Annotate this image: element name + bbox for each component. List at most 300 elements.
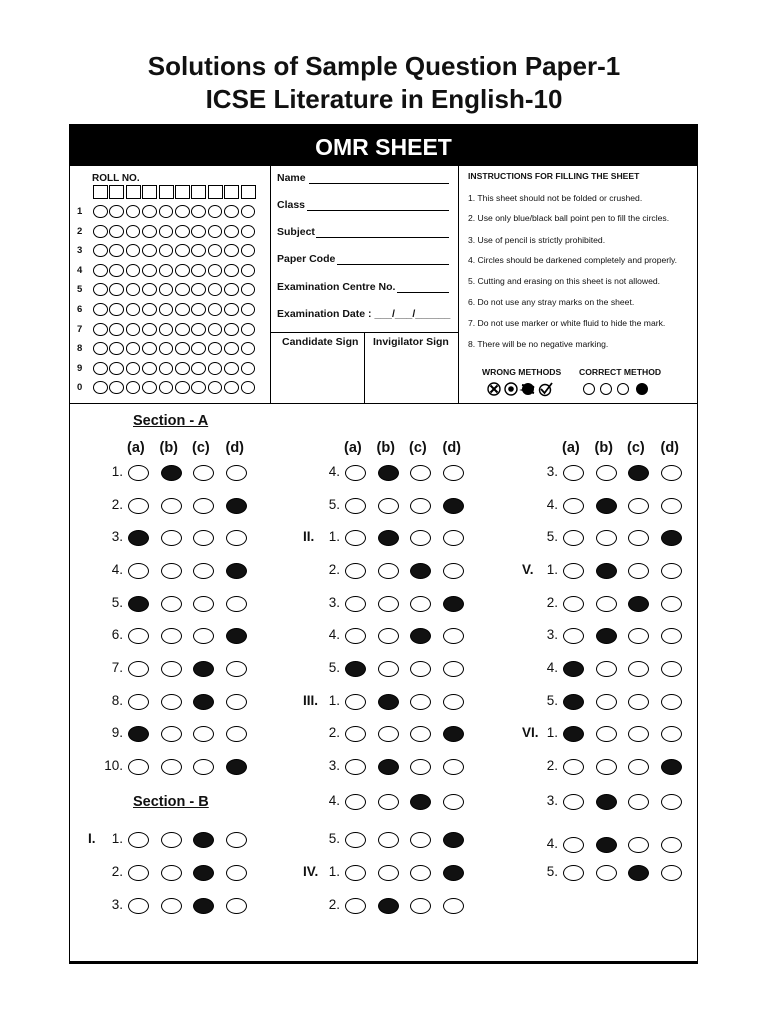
roll-bubble xyxy=(159,303,174,316)
roll-bubble xyxy=(175,362,190,375)
roll-bubble xyxy=(191,264,206,277)
roll-row-digit: 5 xyxy=(77,284,83,296)
answer-bubble xyxy=(443,898,464,914)
answer-bubble xyxy=(226,694,247,710)
answer-bubble xyxy=(193,628,214,644)
roll-bubble xyxy=(126,225,141,238)
roll-digit-box xyxy=(142,185,157,199)
answer-bubble xyxy=(193,596,214,612)
answer-bubble xyxy=(628,726,649,742)
answer-bubble xyxy=(128,661,149,677)
answer-bubble xyxy=(596,726,617,742)
answer-bubble-filled xyxy=(128,530,149,546)
question-number: 3. xyxy=(111,529,123,544)
answer-bubble xyxy=(193,759,214,775)
tick-mark-icon xyxy=(540,383,553,396)
question-number: 5. xyxy=(111,595,123,610)
question-number: 6. xyxy=(111,627,123,642)
answer-bubble xyxy=(661,596,682,612)
answer-bubble-filled xyxy=(443,726,464,742)
answer-bubble-filled xyxy=(563,726,584,742)
roll-bubble xyxy=(142,244,157,257)
cross-mark-icon xyxy=(488,383,500,395)
answer-bubble-filled xyxy=(596,628,617,644)
answer-bubble xyxy=(345,832,366,848)
question-number: 9. xyxy=(111,725,123,740)
question-number: 1. xyxy=(546,562,558,577)
answer-bubble-filled xyxy=(563,661,584,677)
question-number: 2. xyxy=(328,562,340,577)
roll-bubble xyxy=(191,342,206,355)
instruction-item: 3. Use of pencil is strictly prohibited. xyxy=(468,235,606,245)
roll-digit-box xyxy=(109,185,124,199)
answer-bubble xyxy=(443,694,464,710)
answer-bubble-filled xyxy=(628,865,649,881)
roll-bubble xyxy=(241,264,256,277)
section-a-title: Section - A xyxy=(133,413,209,429)
roll-row-digit: 7 xyxy=(77,323,83,335)
answer-bubble-filled xyxy=(378,465,399,481)
answer-bubble xyxy=(161,498,182,514)
part-label: I. xyxy=(88,831,96,846)
answer-bubble xyxy=(563,794,584,810)
answer-bubble-filled xyxy=(378,898,399,914)
roll-bubble xyxy=(109,362,124,375)
field-underline xyxy=(307,210,449,211)
roll-bubble xyxy=(159,225,174,238)
instruction-item: 5. Cutting and erasing on this sheet is not allowed. xyxy=(468,276,661,286)
divider xyxy=(270,332,458,333)
option-header-c: (c) xyxy=(627,440,645,456)
correct-example-bubble xyxy=(617,383,629,395)
roll-bubble xyxy=(175,225,190,238)
option-header-d: (d) xyxy=(660,440,680,456)
roll-bubble xyxy=(109,225,124,238)
roll-bubble xyxy=(159,205,174,218)
roll-bubble xyxy=(208,225,223,238)
answer-bubble xyxy=(161,530,182,546)
answer-bubble-filled xyxy=(128,596,149,612)
answer-bubble xyxy=(345,563,366,579)
answer-bubble xyxy=(410,694,431,710)
answer-bubble xyxy=(443,530,464,546)
answer-bubble xyxy=(628,694,649,710)
roll-bubble xyxy=(191,244,206,257)
roll-bubble xyxy=(109,342,124,355)
part-label: IV. xyxy=(303,864,319,879)
answer-bubble-filled xyxy=(345,661,366,677)
answer-bubble xyxy=(345,726,366,742)
answer-bubble xyxy=(410,759,431,775)
roll-row-digit: 4 xyxy=(77,264,83,276)
wrong-methods-label: WRONG METHODS xyxy=(482,367,562,377)
question-number: 3. xyxy=(546,627,558,642)
answer-bubble xyxy=(661,661,682,677)
roll-bubble xyxy=(109,244,124,257)
divider xyxy=(69,403,698,404)
question-number: 5. xyxy=(328,497,340,512)
question-number: 5. xyxy=(546,693,558,708)
answer-bubble xyxy=(378,661,399,677)
answer-bubble xyxy=(345,628,366,644)
part-label: III. xyxy=(303,693,319,708)
answer-bubble-filled xyxy=(410,794,431,810)
answer-bubble-filled xyxy=(193,832,214,848)
roll-bubble xyxy=(109,303,124,316)
answer-bubble-filled xyxy=(226,759,247,775)
question-number: 3. xyxy=(546,464,558,479)
instruction-item: 7. Do not use marker or white fluid to hide the mark. xyxy=(468,318,666,328)
roll-bubble xyxy=(241,303,256,316)
page-title-line2: ICSE Literature in English-10 xyxy=(205,84,563,114)
answer-bubble-filled xyxy=(596,794,617,810)
option-header-a: (a) xyxy=(562,440,580,456)
answer-bubble xyxy=(596,465,617,481)
answer-bubble xyxy=(563,628,584,644)
section-b-title: Section - B xyxy=(133,794,209,810)
answer-bubble-filled xyxy=(596,498,617,514)
answer-bubble xyxy=(410,530,431,546)
option-header-c: (c) xyxy=(409,440,427,456)
question-number: 4. xyxy=(111,562,123,577)
field-underline xyxy=(309,183,449,184)
answer-bubble xyxy=(628,759,649,775)
answer-bubble-filled xyxy=(443,832,464,848)
answer-bubble xyxy=(128,694,149,710)
roll-row-digit: 8 xyxy=(77,343,83,355)
answer-bubble xyxy=(443,794,464,810)
answer-bubble xyxy=(161,661,182,677)
field-label: Examination Date : ___/___/______ xyxy=(277,308,451,320)
answer-bubble xyxy=(193,726,214,742)
option-header-c: (c) xyxy=(192,440,210,456)
roll-bubble xyxy=(126,362,141,375)
answer-bubble xyxy=(661,694,682,710)
question-number: 7. xyxy=(111,660,123,675)
roll-digit-box xyxy=(126,185,141,199)
correct-example-filled-bubble xyxy=(636,383,648,395)
answer-bubble xyxy=(378,726,399,742)
question-number: 10. xyxy=(104,758,123,773)
roll-bubble xyxy=(142,303,157,316)
roll-digit-box xyxy=(175,185,190,199)
part-label: VI. xyxy=(522,725,539,740)
roll-row-digit: 3 xyxy=(77,245,83,257)
question-number: 3. xyxy=(111,897,123,912)
answer-bubble xyxy=(410,865,431,881)
roll-bubble xyxy=(175,303,190,316)
answer-bubble xyxy=(563,530,584,546)
answer-bubble xyxy=(161,832,182,848)
roll-bubble xyxy=(224,323,239,336)
answer-bubble xyxy=(661,794,682,810)
roll-bubble xyxy=(224,303,239,316)
answer-bubble xyxy=(563,865,584,881)
answer-bubble xyxy=(161,694,182,710)
question-number: 4. xyxy=(546,660,558,675)
wrong-method-examples xyxy=(486,381,558,397)
answer-bubble xyxy=(563,596,584,612)
option-header-d: (d) xyxy=(225,440,245,456)
roll-no-label: ROLL NO. xyxy=(92,173,140,184)
answer-bubble xyxy=(161,628,182,644)
answer-bubble xyxy=(661,498,682,514)
roll-bubble xyxy=(93,244,108,257)
question-number: 1. xyxy=(328,864,340,879)
roll-bubble xyxy=(109,323,124,336)
answer-bubble xyxy=(596,694,617,710)
field-underline xyxy=(316,237,449,238)
question-number: 4. xyxy=(328,793,340,808)
answer-bubble-filled xyxy=(563,694,584,710)
answer-bubble-filled xyxy=(226,563,247,579)
roll-bubble xyxy=(159,323,174,336)
answer-bubble xyxy=(563,759,584,775)
answer-bubble xyxy=(226,530,247,546)
answer-bubble xyxy=(161,563,182,579)
roll-bubble xyxy=(142,225,157,238)
question-number: 8. xyxy=(111,693,123,708)
answer-bubble xyxy=(161,596,182,612)
roll-bubble xyxy=(224,342,239,355)
answer-bubble xyxy=(410,726,431,742)
roll-bubble xyxy=(191,225,206,238)
roll-bubble xyxy=(191,205,206,218)
question-number: 2. xyxy=(328,897,340,912)
roll-bubble xyxy=(93,362,108,375)
answer-bubble-filled xyxy=(161,465,182,481)
answer-bubble-filled xyxy=(193,865,214,881)
answer-bubble xyxy=(410,465,431,481)
answer-bubble xyxy=(226,661,247,677)
roll-bubble xyxy=(159,264,174,277)
roll-bubble xyxy=(175,264,190,277)
roll-digit-box xyxy=(93,185,108,199)
roll-bubble xyxy=(208,362,223,375)
question-number: 1. xyxy=(328,529,340,544)
roll-bubble xyxy=(224,264,239,277)
answer-bubble xyxy=(661,563,682,579)
field-label: Subject xyxy=(277,226,315,238)
answer-bubble xyxy=(128,865,149,881)
roll-bubble xyxy=(175,381,190,394)
answer-bubble xyxy=(596,865,617,881)
answer-bubble-filled xyxy=(628,596,649,612)
roll-bubble xyxy=(175,244,190,257)
question-number: 2. xyxy=(546,758,558,773)
roll-bubble xyxy=(93,323,108,336)
roll-bubble xyxy=(142,362,157,375)
answer-bubble xyxy=(128,465,149,481)
question-number: 4. xyxy=(328,627,340,642)
answer-bubble xyxy=(128,498,149,514)
answer-bubble xyxy=(628,563,649,579)
question-number: 5. xyxy=(546,529,558,544)
answer-bubble-filled xyxy=(193,694,214,710)
answer-bubble xyxy=(345,865,366,881)
answer-bubble xyxy=(193,498,214,514)
answer-bubble-filled xyxy=(628,465,649,481)
roll-bubble xyxy=(126,264,141,277)
answer-bubble-filled xyxy=(443,596,464,612)
answer-bubble xyxy=(563,465,584,481)
question-number: 1. xyxy=(546,725,558,740)
answer-bubble xyxy=(345,465,366,481)
answer-bubble-filled xyxy=(596,563,617,579)
instruction-item: 4. Circles should be darkened completely and properly. xyxy=(468,255,678,265)
answer-bubble xyxy=(596,530,617,546)
answer-bubble-filled xyxy=(226,628,247,644)
answer-bubble-filled xyxy=(193,898,214,914)
answer-bubble xyxy=(443,465,464,481)
roll-bubble xyxy=(142,264,157,277)
roll-bubble xyxy=(175,342,190,355)
field-label: Name xyxy=(277,172,306,184)
field-label: Class xyxy=(277,199,306,211)
question-number: 3. xyxy=(328,595,340,610)
part-label: II. xyxy=(303,529,315,544)
answer-bubble-filled xyxy=(378,759,399,775)
omr-banner: OMR SHEET xyxy=(70,124,697,166)
answer-bubble xyxy=(628,498,649,514)
answer-bubble xyxy=(193,530,214,546)
question-number: 4. xyxy=(328,464,340,479)
roll-bubble xyxy=(93,381,108,394)
answer-bubble xyxy=(345,794,366,810)
roll-bubble xyxy=(224,362,239,375)
roll-bubble xyxy=(191,362,206,375)
answer-bubble xyxy=(378,596,399,612)
answer-bubble xyxy=(128,898,149,914)
question-number: 5. xyxy=(328,660,340,675)
roll-bubble xyxy=(175,283,190,296)
answer-bubble xyxy=(226,898,247,914)
question-number: 1. xyxy=(328,693,340,708)
answer-bubble xyxy=(410,596,431,612)
roll-bubble xyxy=(224,244,239,257)
answer-bubble xyxy=(161,759,182,775)
answer-bubble xyxy=(596,759,617,775)
divider xyxy=(364,332,365,404)
answer-bubble xyxy=(378,865,399,881)
divider xyxy=(458,166,459,404)
roll-bubble xyxy=(109,264,124,277)
roll-bubble xyxy=(109,205,124,218)
answer-bubble xyxy=(378,498,399,514)
answer-bubble xyxy=(128,759,149,775)
question-number: 2. xyxy=(111,864,123,879)
answer-bubble xyxy=(226,832,247,848)
field-label: Examination Centre No. xyxy=(277,281,396,293)
answer-bubble xyxy=(661,865,682,881)
answer-bubble xyxy=(226,865,247,881)
option-header-b: (b) xyxy=(594,440,614,456)
roll-bubble xyxy=(93,205,108,218)
question-number: 3. xyxy=(328,758,340,773)
roll-digit-box xyxy=(224,185,239,199)
roll-bubble xyxy=(208,323,223,336)
instruction-item: 2. Use only blue/black ball point pen to fill the circles. xyxy=(468,213,670,223)
answer-bubble xyxy=(128,563,149,579)
answer-bubble xyxy=(226,596,247,612)
candidate-sign-label: Candidate Sign xyxy=(282,336,359,348)
answer-bubble-filled xyxy=(410,628,431,644)
question-number: 1. xyxy=(111,831,123,846)
roll-bubble xyxy=(93,283,108,296)
roll-bubble xyxy=(93,225,108,238)
answer-bubble xyxy=(596,661,617,677)
roll-row-digit: 9 xyxy=(77,362,83,374)
answer-bubble xyxy=(378,563,399,579)
question-number: 5. xyxy=(328,831,340,846)
field-underline xyxy=(397,292,449,293)
roll-bubble xyxy=(191,303,206,316)
roll-row-digit: 0 xyxy=(77,382,83,394)
answer-bubble xyxy=(128,628,149,644)
invigilator-sign-label: Invigilator Sign xyxy=(373,336,449,348)
option-header-a: (a) xyxy=(344,440,362,456)
answer-bubble xyxy=(345,530,366,546)
answer-bubble xyxy=(193,465,214,481)
answer-bubble xyxy=(410,832,431,848)
answer-bubble xyxy=(443,759,464,775)
roll-bubble xyxy=(241,205,256,218)
answer-bubble xyxy=(628,661,649,677)
roll-bubble xyxy=(159,362,174,375)
roll-bubble xyxy=(241,225,256,238)
question-number: 2. xyxy=(111,497,123,512)
answer-bubble xyxy=(661,837,682,853)
roll-bubble xyxy=(142,323,157,336)
answer-bubble xyxy=(226,726,247,742)
answer-bubble xyxy=(661,726,682,742)
answer-bubble-filled xyxy=(596,837,617,853)
question-number: 4. xyxy=(546,836,558,851)
roll-bubble xyxy=(93,303,108,316)
answer-bubble xyxy=(628,530,649,546)
roll-row-digit: 1 xyxy=(77,206,83,217)
answer-bubble xyxy=(410,498,431,514)
field-label: Paper Code xyxy=(277,253,336,265)
roll-bubble xyxy=(93,264,108,277)
answer-bubble xyxy=(410,898,431,914)
answer-bubble-filled xyxy=(410,563,431,579)
dot-mark-icon xyxy=(505,383,517,395)
divider xyxy=(270,166,271,404)
answer-bubble xyxy=(410,661,431,677)
answer-bubble-filled xyxy=(193,661,214,677)
answer-bubble xyxy=(345,759,366,775)
answer-bubble xyxy=(596,596,617,612)
instruction-item: 6. Do not use any stray marks on the sheet. xyxy=(468,297,635,307)
option-header-a: (a) xyxy=(127,440,145,456)
answer-bubble xyxy=(378,794,399,810)
roll-bubble xyxy=(93,342,108,355)
answer-bubble xyxy=(345,898,366,914)
answer-bubble xyxy=(161,898,182,914)
question-number: 5. xyxy=(546,864,558,879)
answer-bubble xyxy=(443,563,464,579)
option-header-b: (b) xyxy=(376,440,396,456)
answer-bubble xyxy=(628,837,649,853)
page-title-line1: Solutions of Sample Question Paper-1 xyxy=(147,51,621,81)
answer-bubble xyxy=(378,628,399,644)
answer-bubble-filled xyxy=(226,498,247,514)
answer-bubble-filled xyxy=(661,530,682,546)
answer-bubble xyxy=(443,661,464,677)
roll-digit-box xyxy=(208,185,223,199)
answer-bubble xyxy=(193,563,214,579)
